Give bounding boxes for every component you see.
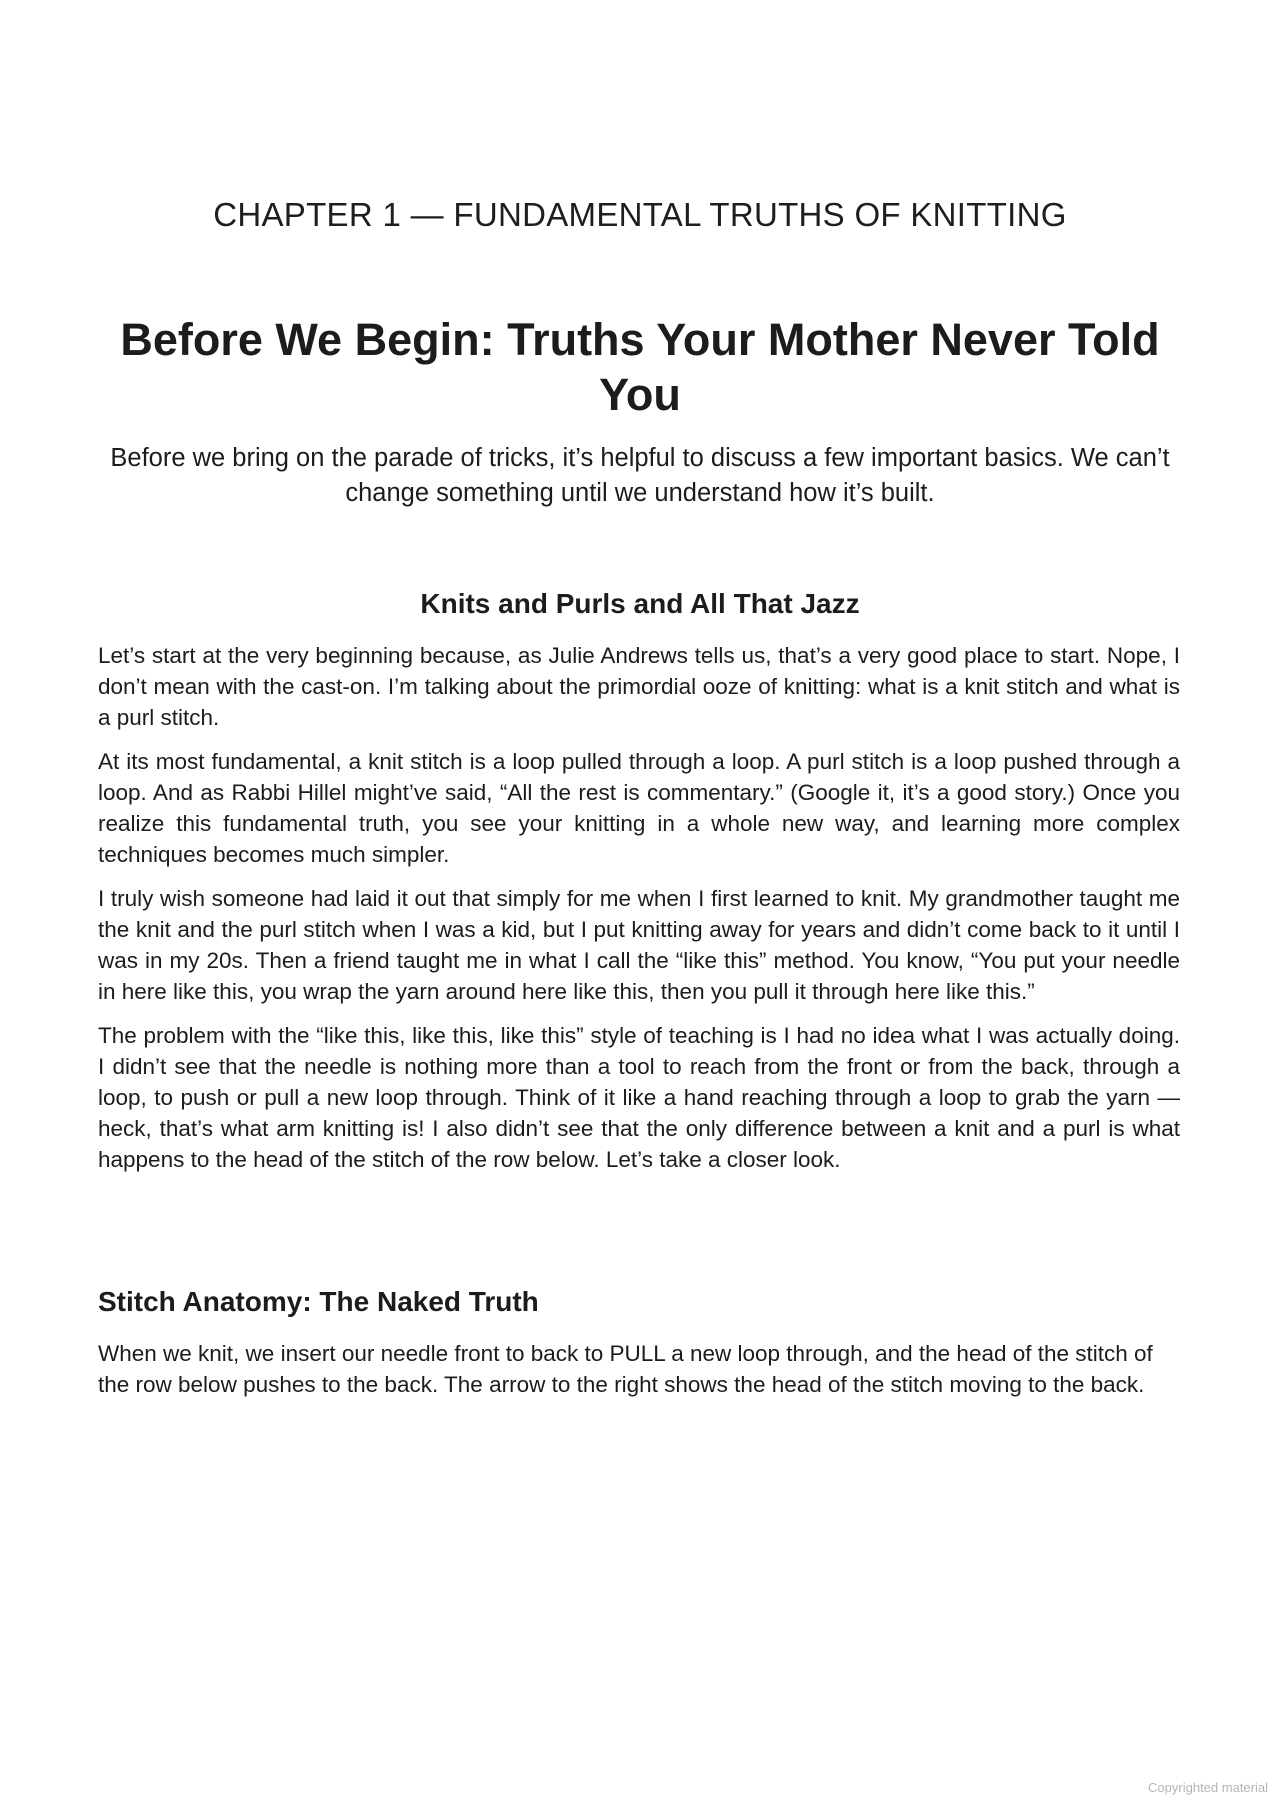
chapter-label: CHAPTER 1 — FUNDAMENTAL TRUTHS OF KNITTING: [213, 196, 1067, 233]
body-paragraph: The problem with the “like this, like this, like this” style of teaching is I had no idea what I was actually doing. I didn’t see that the needle is nothing more than a tool to reach from the front or from the back, through a loop, to push or pull a new loop through. Think of it like a hand reaching through a loop to grab the yarn — heck, that’s what arm knitting is! I also didn’t see that the only difference between a knit and a purl is what happens to the head of the stitch of the row below. Let’s take a closer look.: [98, 1023, 1180, 1172]
body-paragraph: I truly wish someone had laid it out that simply for me when I first learned to knit. My grandmother taught me the knit and the purl stitch when I was a kid, but I put knitting away for years and didn’t come back to it until I was in my 20s. Then a friend taught me in what I call the “like this” method. You know, “You put your needle in here like this, you wrap the yarn around here like this, then you pull it through here like this.”: [98, 886, 1180, 1004]
page-title: Before We Begin: Truths Your Mother Never Told You: [120, 314, 1160, 420]
section-heading: Knits and Purls and All That Jazz: [420, 588, 860, 619]
intro-paragraph: Before we bring on the parade of tricks, it’s helpful to discuss a few important basics. We can’t change something until we understand how it’s built.: [110, 444, 1170, 507]
subsection-paragraph: When we knit, we insert our needle front to back to PULL a new loop through, and the head of the stitch of the row below pushes to the back. The arrow to the right shows the head of the stitch moving to the back.: [98, 1341, 1153, 1397]
body-paragraph: At its most fundamental, a knit stitch is a loop pulled through a loop. A purl stitch is a loop pushed through a loop. And as Rabbi Hillel might’ve said, “All the rest is commentary.” (Google it, it’s a good story.) Once you realize this fundamental truth, you see your knitting in a whole new way, and learning more complex techniques becomes much simpler.: [98, 749, 1180, 867]
copyright-notice: Copyrighted material: [1148, 1780, 1268, 1795]
subsection-heading: Stitch Anatomy: The Naked Truth: [98, 1286, 539, 1317]
body-paragraph: Let’s start at the very beginning because, as Julie Andrews tells us, that’s a very good place to start. Nope, I don’t mean with the cast-on. I’m talking about the primordial ooze of knitting: what is a knit stitch and what is a purl stitch.: [98, 643, 1180, 730]
section-body: [98, 640, 1180, 1188]
